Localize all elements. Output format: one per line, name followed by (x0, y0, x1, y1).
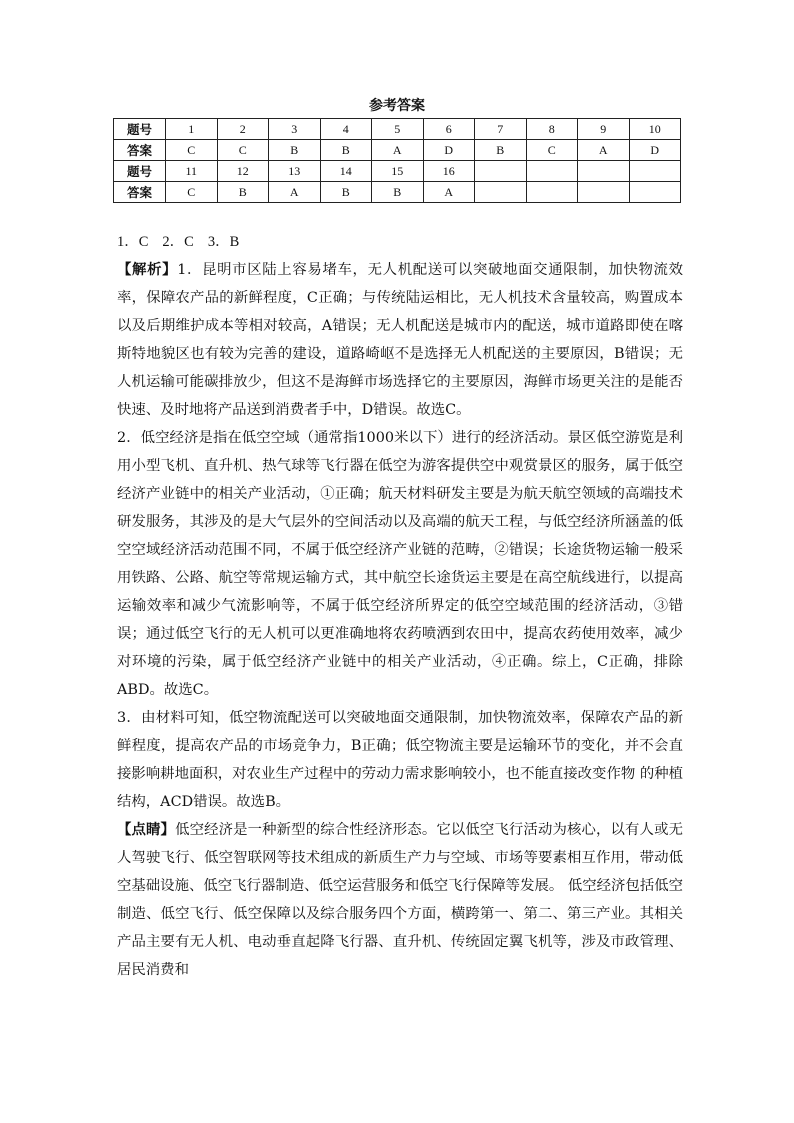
comment-tag: 【点睛】 (117, 821, 176, 838)
table-cell: 8 (526, 119, 578, 140)
table-cell: 3 (269, 119, 321, 140)
answer-3: 3．B (207, 234, 240, 250)
row-header: 答案 (114, 182, 166, 203)
table-cell: B (475, 140, 527, 161)
analysis-paragraph-2: 2．低空经济是指在低空空域（通常指1000米以下）进行的经济活动。景区低空游览是利用小型飞机、直升机、热气球等飞行器在低空为游客提供空中观赏景区的服务，属于低空经济产业链中的相关产业活动，①正确；航天材料研发主要是为航天航空领域的高端技术研发服务，其涉及的是大气层外的空间活动以及高端的航天工程，与低空经济所涵盖的低空空域经济活动范围不同，不属于低空经济产业链的范畴，②错误；长途货物运输一般采用铁路、公路、航空等常规运输方式，其中航空长途货运主要是在高空航线进行，以提高运输效率和减少气流影响等，不属于低空经济所界定的低空空域范围的经济活动，③错误；通过低空飞行的无人机可以更准确地将农药喷洒到农田中，提高农药使用效率，减少对环境的污染，属于低空经济产业链中的相关产业活动，④正确。综上，C正确，排除ABD。故选C。 (117, 430, 683, 698)
table-cell: C (217, 140, 269, 161)
answer-1: 1．C (117, 234, 149, 250)
table-cell: 13 (269, 161, 321, 182)
table-cell: 11 (166, 161, 218, 182)
table-cell (526, 161, 578, 182)
table-cell: 4 (320, 119, 372, 140)
table-cell: B (320, 140, 372, 161)
analysis-paragraph-3: 3．由材料可知，低空物流配送可以突破地面交通限制，加快物流效率，保障农产品的新鲜程度，提高农产品的市场竞争力，B正确；低空物流主要是运输环节的变化，并不会直接影响耕地面积，对农业生产过程中的劳动力需求影响较小，也不能直接改变作物 的种植结构，ACD错误。故选B。 (117, 710, 683, 810)
table-cell: 2 (217, 119, 269, 140)
table-cell: 6 (423, 119, 475, 140)
table-row (114, 119, 681, 140)
table-row (114, 182, 681, 203)
comment-text: 低空经济是一种新型的综合性经济形态。它以低空飞行活动为核心，以有人或无人驾驶飞行、低空智联网等技术组成的新质生产力与空域、市场等要素相互作用，带动低空基础设施、低空飞行器制造、低空运营服务和低空飞行保障等发展。 低空经济包括低空制造、低空飞行、低空保障以及综合服务四个方面，横跨第一、第二、第三产业。其相关产品主要有无人机、电动垂直起降飞行器、直升机、传统固定翼飞机等，涉及市政管理、居民消费和 (117, 822, 683, 978)
table-cell: 1 (166, 119, 218, 140)
analysis-text-1: 1．昆明市区陆上容易堵车，无人机配送可以突破地面交通限制，加快物流效率，保障农产品的新鲜程度，C正确；与传统陆运相比，无人机技术含量较高，购置成本以及后期维护成本等相对较高，A错误；无人机配送是城市内的配送，城市道路即使在喀斯特地貌区也有较为完善的建设，道路崎岖不是选择无人机配送的主要原因，B错误；无人机运输可能碳排放少，但这不是海鲜市场选择它的主要原因，海鲜市场更关注的是能否快速、及时地将产品送到消费者手中，D错误。故选C。 (117, 262, 683, 418)
row-header: 题号 (114, 161, 166, 182)
table-cell: 10 (629, 119, 681, 140)
table-cell: 7 (475, 119, 527, 140)
comment-paragraph (117, 816, 683, 984)
table-cell: 9 (578, 119, 630, 140)
table-cell (475, 182, 527, 203)
table-cell: 12 (217, 161, 269, 182)
explanation-body (117, 228, 683, 984)
table-cell: B (320, 182, 372, 203)
table-cell: 15 (372, 161, 424, 182)
table-row (114, 140, 681, 161)
answers-summary-line (117, 228, 683, 256)
table-cell: 16 (423, 161, 475, 182)
table-row (114, 161, 681, 182)
analysis-tag: 【解析】 (117, 261, 178, 278)
table-cell: B (372, 182, 424, 203)
row-header: 题号 (114, 119, 166, 140)
table-cell: 5 (372, 119, 424, 140)
table-cell: B (217, 182, 269, 203)
table-cell: C (166, 140, 218, 161)
answer-2: 2．C (162, 234, 194, 250)
answer-key-title: 参考答案 (369, 98, 425, 114)
table-cell: D (629, 140, 681, 161)
table-cell (578, 182, 630, 203)
table-cell (475, 161, 527, 182)
table-cell: B (269, 140, 321, 161)
table-cell (578, 161, 630, 182)
analysis-paragraph-1 (117, 256, 683, 424)
table-cell: 14 (320, 161, 372, 182)
table-cell: C (166, 182, 218, 203)
table-cell: A (423, 182, 475, 203)
table-cell (629, 161, 681, 182)
table-cell: D (423, 140, 475, 161)
answer-key-table (113, 118, 681, 203)
row-header: 答案 (114, 140, 166, 161)
table-cell (526, 182, 578, 203)
table-cell: C (526, 140, 578, 161)
table-cell: A (372, 140, 424, 161)
table-cell (629, 182, 681, 203)
table-cell: A (578, 140, 630, 161)
table-cell: A (269, 182, 321, 203)
